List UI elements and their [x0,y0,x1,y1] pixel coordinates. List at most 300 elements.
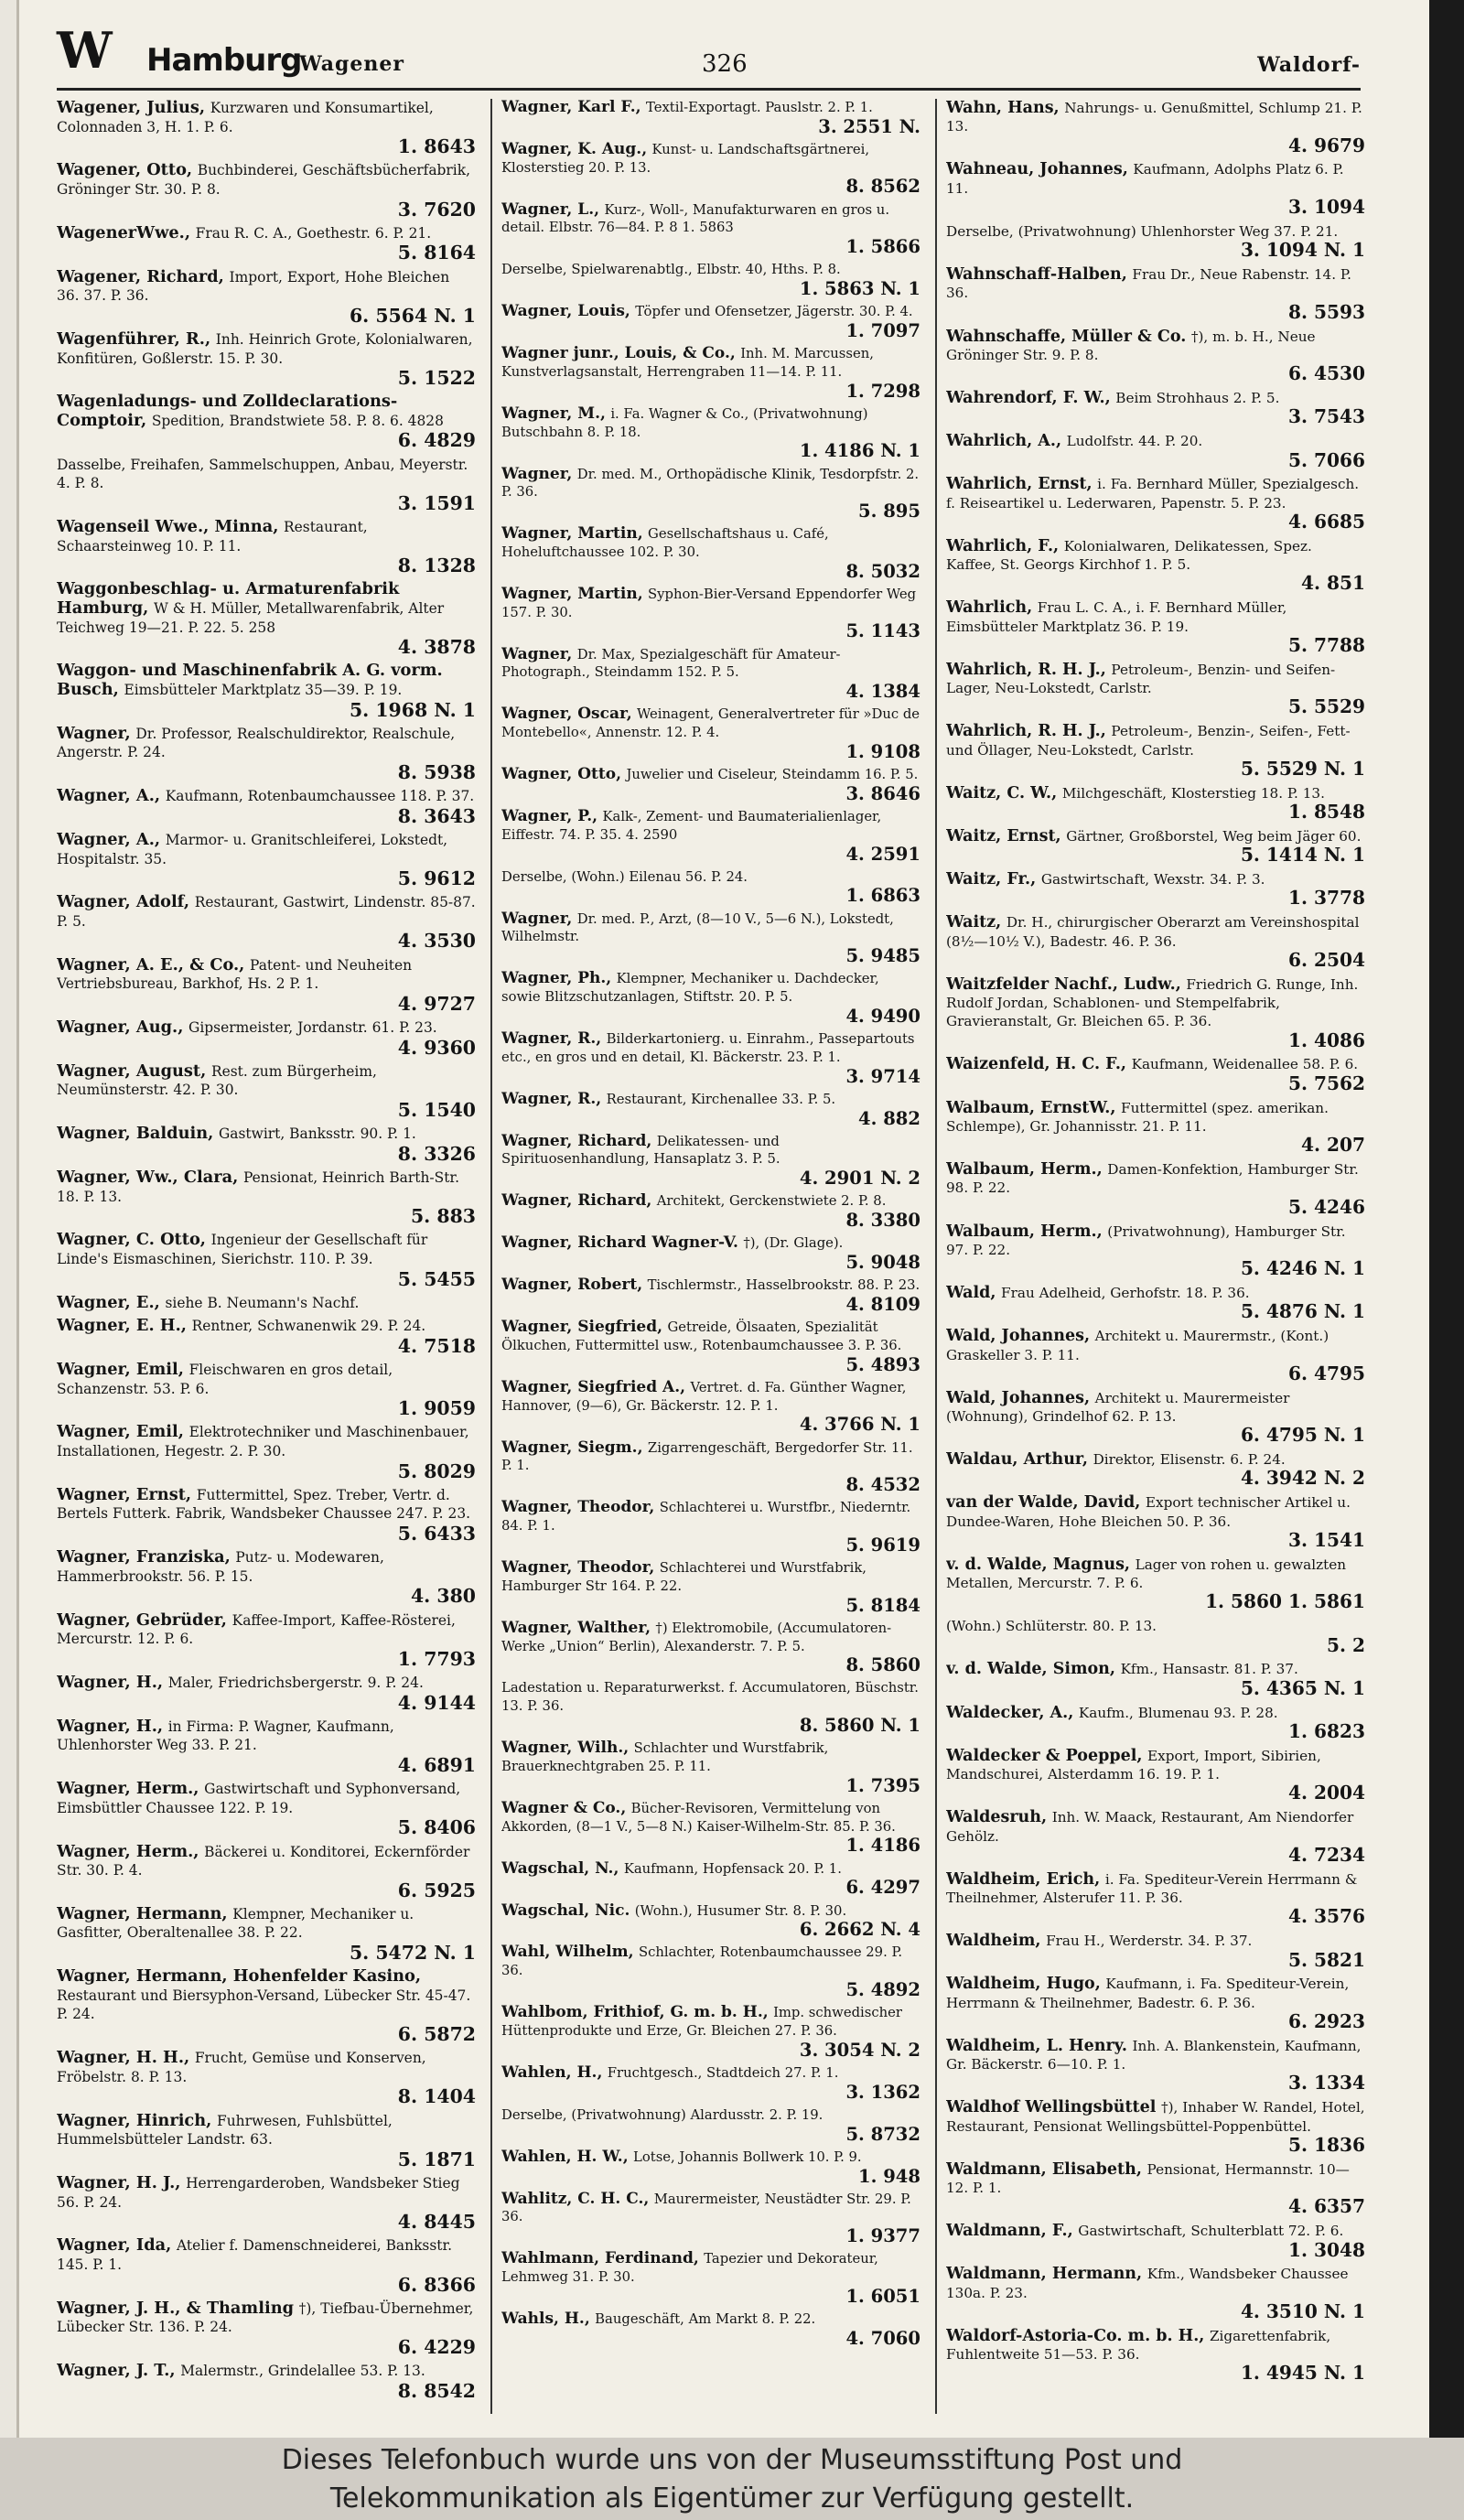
entry-details: Kfm., Hansastr. 81. P. 37. [1120,1661,1298,1678]
phone-number: 8. 5032 [845,560,920,582]
phone-number: 5. 895 [858,501,920,522]
entry-details: Bäckerei u. Konditorei, Eckernförder Str. 30. P. 4. [57,1843,470,1879]
entry-details: Gastwirtschaft, Schulterblatt 72. P. 6. [1078,2223,1344,2240]
entry-details: Export, Import, Sibirien, Mandschurei, Alsterdamm 16. 19. P. 1. [946,1747,1321,1783]
phone-number: 8. 8542 [397,2379,476,2402]
phone-number: 4. 9727 [397,992,476,1015]
entry-details: Gärtner, Großborstel, Weg beim Jäger 60. [1066,827,1362,845]
entry-name: Wagner, Adolf, [57,892,190,912]
entry-details: Kaufmann, Weidenallee 58. P. 6. [1131,1056,1359,1073]
directory-entry [57,893,476,951]
entry-details: Delikatessen- und Spirituosenhandlung, Hansaplatz 3. P. 5. [501,1133,780,1168]
entry-details: †), m. b. H., Neue Gröninger Str. 9. P. 8. [946,328,1316,363]
entry-name: Wagner, Wilh., [501,1739,630,1758]
directory-entry [501,1499,920,1555]
directory-entry [946,913,1365,970]
entry-name: Wagner, H., [57,1716,164,1736]
entry-name: Wagner, R., [501,1089,602,1108]
phone-number: 8. 5860 [845,1654,920,1676]
entry-name: Wahrlich, Ernst, [946,475,1093,494]
entry-details: Architekt u. Maurermeister (Wohnung), Grindelhof 62. P. 13. [946,1389,1290,1425]
directory-entry [57,580,476,657]
phone-number: 4. 851 [1301,572,1365,595]
entry-details: Eimsbütteler Marktplatz 35—39. P. 19. [124,681,403,698]
entry-name: Waizenfeld, H. C. F., [946,1055,1127,1074]
phone-number: 5. 7066 [1288,448,1365,471]
entry-name: Wagner, Ww., Clara, [57,1167,239,1187]
phone-number: 4. 2004 [1288,1782,1365,1804]
directory-entry [946,328,1365,384]
directory-entry [501,1439,920,1495]
entry-details: Kurz-, Woll-, Manufakturwaren en gros u. detail. Elbstr. 76—84. P. 8 1. 5863 [501,201,890,236]
entry-details: Derselbe, Spielwarenabtlg., Elbstr. 40, Hths. P. 8. [501,262,841,278]
directory-entry [501,1192,920,1230]
phone-number: 4. 7234 [1288,1843,1365,1866]
phone-number: 1. 5860 1. 5861 [1205,1590,1365,1613]
phone-number: 8. 5593 [1288,300,1365,323]
entry-details: Zigarrengeschäft, Bergedorfer Str. 11. P. 1. [501,1439,913,1474]
phone-number: 3. 9714 [845,1065,920,1087]
directory-entry [946,1808,1365,1865]
phone-number: 4. 3510 N. 1 [1240,2300,1365,2323]
directory-entry [501,970,920,1026]
entry-name: Wahl, Wilhelm, [501,1943,634,1962]
phone-number: 1. 5863 N. 1 [799,278,920,300]
phone-number: 5. 1143 [845,620,920,642]
entry-name: Waldheim, [946,1932,1041,1951]
entry-details: Beim Strohhaus 2. P. 5. [1115,390,1280,407]
directory-entry [501,1379,920,1435]
phone-number: 1. 9108 [845,740,920,762]
phone-number: 5. 4246 [1288,1195,1365,1218]
entry-details: Ladestation u. Reparaturwerkst. f. Accumulatoren, Büschstr. 13. P. 36. [501,1680,919,1715]
directory-entry [946,2098,1365,2155]
directory-entry [501,99,920,136]
entry-details: Derselbe, (Privatwohnung) Alardusstr. 2. P. 19. [501,2106,824,2123]
entry-details: Petroleum-, Benzin-, Seifen-, Fett- und Öllager, Neu-Lokstedt, Carlstr. [946,723,1351,759]
entry-name: Wagner, P., [501,807,598,826]
entry-details: Gastwirtschaft und Syphonversand, Eimsbüttler Chaussee 122. P. 19. [57,1781,461,1816]
phone-number: 8. 5860 N. 1 [799,1714,920,1736]
entry-name: Wagner, Siegfried A., [501,1378,686,1397]
entry-name: Waggonbeschlag- u. Armaturenfabrik Hamburg, [57,579,400,618]
entry-name: Wagner, Robert, [501,1276,643,1295]
entry-name: Wagner, Gebrüder, [57,1610,227,1630]
directory-entry [501,405,920,461]
entry-name: Waitz, [946,913,1002,932]
entry-name: Wagner, H. H., [57,2048,190,2068]
entry-details: Herrengarderoben, Wandsbeker Stieg 56. P. 24. [57,2174,460,2211]
directory-entry [946,870,1365,909]
phone-number: 6. 2923 [1288,2009,1365,2032]
entry-name: Wagner, [501,644,573,663]
phone-number: 4. 6357 [1288,2195,1365,2218]
phone-number: 4. 9144 [397,1691,476,1714]
entry-details: i. Fa. Spediteur-Verein Herrmann & Theilnehmer, Alsterufer 11. P. 36. [946,1870,1358,1907]
directory-entry [501,1319,920,1374]
entry-name: Wagner, Emil, [57,1422,184,1442]
entry-details: Ludolfstr. 44. P. 20. [1066,433,1203,450]
entry-name: Wagener, Richard, [57,266,224,286]
entry-name: Walbaum, ErnstW., [946,1098,1116,1117]
entry-details: Milchgeschäft, Klosterstieg 18. P. 13. [1061,784,1325,802]
directory-entry [57,831,476,888]
entry-details: Bilderkartonierg. u. Einrahm., Passepartouts etc., en gros und en detail, Kl. Bäckerstr. 23. P. 1. [501,1031,915,1065]
directory-entry [946,99,1365,156]
entry-name: Wagner, Otto, [501,765,622,784]
entry-details: Inh. M. Marcussen, Kunstverlagsanstalt, Herrengraben 11—14. P. 11. [501,346,874,380]
phone-number: 5. 5821 [1288,1948,1365,1971]
entry-name: WagenerWwe., [57,222,191,242]
entry-details: Frau Adelheid, Gerhofstr. 18. P. 36. [1001,1285,1250,1302]
entry-details: Inh. W. Maack, Restaurant, Am Niendorfer Gehölz. [946,1809,1354,1845]
phone-number: 5. 4876 N. 1 [1240,1300,1365,1323]
phone-number: 5. 9048 [845,1252,920,1274]
entry-details: Nahrungs- u. Genußmittel, Schlump 21. P. 13. [946,100,1362,135]
entry-details: Restaurant, Schaarsteinweg 10. P. 11. [57,519,368,555]
entry-name: Wagenführer, R., [57,328,211,349]
entry-details: Schlachterei und Wurstfabrik, Hamburger Str 164. P. 22. [501,1560,867,1594]
entry-details: Spedition, Brandstwiete 58. P. 8. 6. 4828 [151,412,444,429]
entry-details: Malermstr., Grindelallee 53. P. 13. [180,2363,425,2380]
directory-entry [946,389,1365,427]
directory-entry [57,1018,476,1058]
directory-entry [946,2160,1365,2217]
directory-entry [57,2299,476,2357]
entry-name: Wagener, Otto, [57,160,193,180]
entry-name: Waldmann, Hermann, [946,2265,1143,2284]
directory-entry [946,1556,1365,1612]
entry-name: Waldau, Arthur, [946,1450,1088,1470]
entry-details: Fuhrwesen, Fuhlsbüttel, Hummelsbütteler Landstr. 63. [57,2112,393,2148]
entry-details: Dr. Professor, Realschuldirektor, Realschule, Angerstr. P. 24. [57,725,456,761]
directory-entry [946,1617,1365,1655]
directory-entry [57,2049,476,2106]
entry-name: Wagner & Co., [501,1798,627,1817]
directory-entry [501,2250,920,2306]
directory-entry [946,2327,1365,2384]
entry-name: Wahn, Hans, [946,99,1060,117]
directory-entry [946,1704,1365,1742]
entry-name: Wagner, Theodor, [501,1558,655,1578]
entry-details: Frau Dr., Neue Rabenstr. 14. P. 36. [946,266,1351,302]
entry-details: Tapezier und Dekorateur, Lehmweg 31. P. 30. [501,2251,878,2286]
directory-entry [57,2362,476,2401]
entry-details: (Wohn.), Husumer Str. 8. P. 30. [634,1902,847,1919]
directory-entry [501,345,920,401]
entry-details: Pensionat, Hermannstr. 10—12. P. 1. [946,2160,1350,2197]
entry-details: Kaufmann, Adolphs Platz 6. P. 11. [946,161,1344,197]
phone-number: 5. 7562 [1288,1072,1365,1094]
directory-entry [946,1932,1365,1970]
entry-details: Architekt, Gerckenstwiete 2. P. 8. [656,1193,887,1210]
entry-details: Töpfer und Ofensetzer, Jägerstr. 30. P. 4. [635,304,913,320]
phone-number: 8. 3643 [397,804,476,827]
directory-entry [501,1276,920,1314]
entry-details: Inh. A. Blankenstein, Kaufmann, Gr. Bäckerstr. 6—10. P. 1. [946,2037,1362,2073]
phone-number: 3. 1591 [397,491,476,514]
phone-number: 5. 7788 [1288,633,1365,656]
phone-number: 6. 2662 N. 4 [799,1919,920,1941]
entry-name: Wagner, Aug., [57,1018,184,1038]
directory-entry [501,1030,920,1086]
entry-details: Schlachter und Wurstfabrik, Brauerknechtgraben 25. P. 11. [501,1740,829,1774]
entry-name: Waldecker, A., [946,1703,1074,1722]
entry-name: Wald, Johannes, [946,1388,1091,1407]
entry-name: Wahrlich, R. H. J., [946,660,1106,679]
directory-entry [501,141,920,197]
entry-name: Wahlen, H. W., [501,2147,629,2166]
directory-entry [501,1679,920,1735]
phone-number: 3. 8646 [845,782,920,804]
entry-name: Wahlbom, Frithiof, G. m. b. H., [501,2003,769,2022]
section-letter: W [57,21,113,80]
directory-entry [57,1718,476,1775]
entry-details: Tischlermstr., Hasselbrookstr. 88. P. 23. [647,1277,920,1294]
column-2 [501,99,920,2414]
phone-number: 3. 1094 N. 1 [1240,239,1365,262]
entry-name: Waggon- und Maschinenfabrik A. G. vorm. Busch, [57,661,443,699]
entry-name: Wagner, M., [501,404,606,423]
entry-name: Wagner, Martin, [501,585,643,604]
entry-name: Wagner, A., [57,786,161,806]
phone-number: 5. 2 [1327,1633,1365,1656]
phone-number: 1. 4086 [1288,1028,1365,1051]
directory-entry [57,1780,476,1837]
entry-name: Wagner, Herm., [57,1779,199,1799]
phone-number: 1. 9377 [845,2225,920,2247]
entry-name: Waldheim, Hugo, [946,1975,1101,1994]
entry-details: Maurermeister, Neustädter Str. 29. P. 36. [501,2191,911,2225]
directory-entry [946,1389,1365,1446]
entry-details: Buchbinderei, Geschäftsbücherfabrik, Gröninger Str. 30. P. 8. [57,162,470,198]
entry-details: Frucht, Gemüse und Konserven, Fröbelstr. 8. P. 13. [57,2050,426,2085]
entry-name: Wagner, Karl F., [501,99,641,116]
phone-number: 1. 7298 [845,380,920,402]
phone-number: 5. 883 [410,1205,476,1228]
entry-details: Kaffee-Import, Kaffee-Rösterei, Mercurstr. 12. P. 6. [57,1611,456,1648]
entry-name: Wahlitz, C. H. C., [501,2189,650,2208]
entry-details: Damen-Konfektion, Hamburger Str. 98. P. 22. [946,1161,1359,1197]
phone-number: 6. 4297 [845,1877,920,1899]
entry-name: Wagner, A., [57,829,161,849]
directory-entry [501,2191,920,2246]
entry-name: Wagner, Oscar, [501,705,632,724]
entry-name: Wagner, Ida, [57,2235,172,2256]
phone-number: 5. 4365 N. 1 [1240,1676,1365,1699]
phone-number: 4. 1384 [845,681,920,703]
phone-number: 5. 1836 [1288,2133,1365,2156]
entry-name: Wagenladungs- und Zolldeclarations-Comptoir, [57,392,398,430]
entry-name: Wagner, Walther, [501,1618,651,1637]
phone-number: 6. 5872 [397,2023,476,2046]
phone-number: 5. 8406 [397,1816,476,1839]
entry-name: Wahnschaffe, Müller & Co. [946,327,1187,346]
phone-number: 5. 8029 [397,1459,476,1482]
phone-number: 1. 5866 [845,236,920,258]
directory-entry [946,1660,1365,1698]
directory-entry [946,160,1365,217]
phone-number: 5. 8164 [397,242,476,264]
entry-name: Wagener, Julius, [57,99,206,117]
directory-entry [501,1902,920,1940]
phone-number: 3. 7620 [397,198,476,221]
entry-name: Wahls, H., [501,2310,590,2329]
phone-number: 6. 4229 [397,2335,476,2358]
directory-entry [501,1739,920,1795]
directory-entry [57,268,476,326]
directory-entry [501,1559,920,1615]
phone-number: 4. 8445 [397,2211,476,2234]
phone-number: 6. 4795 N. 1 [1240,1424,1365,1447]
entry-name: Wagner, H., [57,1672,164,1692]
directory-entry [57,518,476,576]
entry-details: Import, Export, Hohe Bleichen 36. 37. P. 36. [57,268,450,305]
entry-details: Gipsermeister, Jordanstr. 61. P. 23. [188,1019,437,1037]
phone-number: 3. 7543 [1288,405,1365,428]
entry-details: Klempner, Mechaniker u. Gasfitter, Oberaltenallee 38. P. 22. [57,1905,414,1942]
directory-entry [501,261,920,298]
entry-name: Wagner, Theodor, [501,1498,655,1517]
column-3 [946,99,1365,2414]
directory-entry [501,766,920,803]
entry-details: Restaurant, Gastwirt, Lindenstr. 85-87. P. 5. [57,894,476,930]
directory-entry [946,1450,1365,1489]
entry-details: Futtermittel (spez. amerikan. Schlempe), Gr. Johannisstr. 21. P. 11. [946,1099,1329,1135]
entry-details: Patent- und Neuheiten Vertriebsbureau, Barkhof, Hs. 2 P. 1. [57,956,413,993]
phone-number: 4. 7518 [397,1334,476,1357]
entry-name: Wagschal, Nic. [501,1901,630,1920]
entry-name: Wagner, Martin, [501,524,643,544]
directory-entry [501,2064,920,2102]
directory-entry [57,2112,476,2170]
entry-details: Juwelier und Ciseleur, Steindamm 16. P. 5. [626,767,919,783]
entry-details: †), (Dr. Glage). [743,1235,844,1252]
phone-number: 1. 4945 N. 1 [1240,2362,1365,2385]
directory-entry [57,1317,476,1356]
directory-entry [501,808,920,864]
phone-number: 5. 4246 N. 1 [1240,1257,1365,1280]
phone-number: 1. 8643 [397,135,476,158]
entry-details: Pensionat, Heinrich Barth-Str. 18. P. 13. [57,1168,459,1205]
phone-number: 1. 9059 [397,1397,476,1420]
directory-entry [946,784,1365,823]
phone-number: 1. 6051 [845,2285,920,2307]
entry-details: †) Elektromobile, (Accumulatoren-Werke „Union“ Berlin), Alexanderstr. 7. P. 5. [501,1620,892,1654]
directory-entry [946,1160,1365,1217]
city-name: Hamburg [146,42,302,79]
entry-details: Gastwirt, Banksstr. 90. P. 1. [218,1125,416,1143]
entry-name: Wagner, [501,909,573,928]
phone-number: 5. 5455 [397,1267,476,1290]
directory-entry [57,1168,476,1226]
directory-entry [501,910,920,966]
directory-entry [946,1327,1365,1384]
entry-details: Dr. Max, Spezialgeschäft für Amateur-Photograph., Steindamm 152. P. 5. [501,646,841,681]
directory-entry [501,868,920,906]
directory-entry [57,393,476,450]
entry-details: Putz- u. Modewaren, Hammerbrookstr. 56. P. 15. [57,1549,384,1585]
entry-details: Atelier f. Damenschneiderei, Banksstr. 145. P. 1. [57,2237,453,2273]
directory-entry [57,1548,476,1606]
entry-details: Elektrotechniker und Maschinenbauer, Installationen, Hegestr. 2. P. 30. [57,1424,469,1460]
directory-entry [57,1905,476,1963]
entry-name: Wagschal, N., [501,1858,619,1878]
directory-entry [946,1493,1365,1550]
entry-details: Dr. H., chirurgischer Oberarzt am Vereinshospital (8½—10½ V.), Badestr. 46. P. 36. [946,914,1360,950]
directory-entry [57,1674,476,1713]
phone-number: 4. 6891 [397,1753,476,1776]
entry-details: Marmor- u. Granitschleiferei, Lokstedt, Hospitalstr. 35. [57,831,448,867]
directory-entry [946,722,1365,779]
entry-details: Kaufmann, Rotenbaumchaussee 118. P. 37. [165,788,475,805]
phone-number: 8. 3326 [397,1142,476,1165]
entry-details: Inh. Heinrich Grote, Kolonialwaren, Konfitüren, Goßlerstr. 15. P. 30. [57,330,473,367]
directory-entry [501,201,920,257]
entry-details: Derselbe, (Wohn.) Eilenau 56. P. 24. [501,868,748,885]
entry-name: Wagner, Richard, [501,1131,652,1150]
entry-details: Rest. zum Bürgerheim, Neumünsterstr. 42. P. 30. [57,1062,377,1099]
entry-name: Wahrlich, R. H. J., [946,722,1106,741]
directory-entry [57,662,476,719]
phone-number: 8. 1404 [397,2085,476,2108]
entry-name: Waldmann, F., [946,2222,1073,2241]
phone-number: 3. 1094 [1288,196,1365,219]
entry-details: (Wohn.) Schlüterstr. 80. P. 13. [946,1618,1157,1635]
phone-number: 4. 882 [858,1107,920,1129]
directory-entry [501,1860,920,1898]
directory-entry [501,646,920,702]
entry-details: Getreide, Ölsaaten, Spezialität Ölkuchen, Futtermittel usw., Rotenbaumchaussee 3. P. 36. [501,1319,902,1354]
directory-entry [946,2222,1365,2260]
entry-details: Friedrich G. Runge, Inh. Rudolf Jordan, Schablonen- und Stempelfabrik, Gravieranstalt, Gr. Bleichen 65. P. 36. [946,975,1359,1030]
phone-number: 3. 3054 N. 2 [799,2039,920,2061]
phone-number: 1. 4186 [845,1835,920,1857]
entry-name: Wagner, Louis, [501,302,630,321]
directory-entry [57,1125,476,1164]
entry-details: Gesellschaftshaus u. Café, Hoheluftchaussee 102. P. 30. [501,526,829,561]
entry-details: Vertret. d. Fa. Günther Wagner, Hannover, (9—6), Gr. Bäckerstr. 12. P. 1. [501,1380,907,1414]
phone-number: 6. 4829 [397,429,476,452]
directory-entry [57,725,476,782]
directory-entry [57,2236,476,2294]
entry-name: Wagner, Siegm., [501,1438,643,1457]
directory-entry [57,2174,476,2232]
directory-entry [501,586,920,641]
entry-name: Wagner, K. Aug., [501,139,648,158]
phone-number: 5. 5472 N. 1 [349,1942,476,1965]
directory-entry [946,2037,1365,2094]
entry-details: Textil-Exportagt. Pauslstr. 2. P. 1. [645,100,873,115]
entry-name: Waldorf-Astoria-Co. m. b. H., [946,2326,1205,2345]
footer-line-2: Telekommunikation als Eigentümer zur Verfügung gestellt. [329,2482,1135,2515]
phone-number: 1. 8548 [1288,801,1365,824]
directory-entry [57,1062,476,1120]
phone-number: 5. 6433 [397,1523,476,1545]
phone-number: 4. 9490 [845,1005,920,1027]
phone-number: 5. 1522 [397,367,476,390]
phone-number: 3. 1334 [1288,2072,1365,2095]
phone-number: 4. 3942 N. 2 [1240,1467,1365,1490]
phone-number: 3. 2551 N. [818,115,920,137]
entry-details: Petroleum-, Benzin- und Seifen-Lager, Neu-Lokstedt, Carlstr. [946,661,1336,697]
phone-number: 5. 9612 [397,867,476,890]
directory-entry [946,432,1365,470]
directory-entry [57,161,476,219]
directory-entry [57,1486,476,1544]
phone-number: 4. 2591 [845,843,920,865]
entry-details: Lotse, Johannis Bollwerk 10. P. 9. [633,2148,862,2165]
